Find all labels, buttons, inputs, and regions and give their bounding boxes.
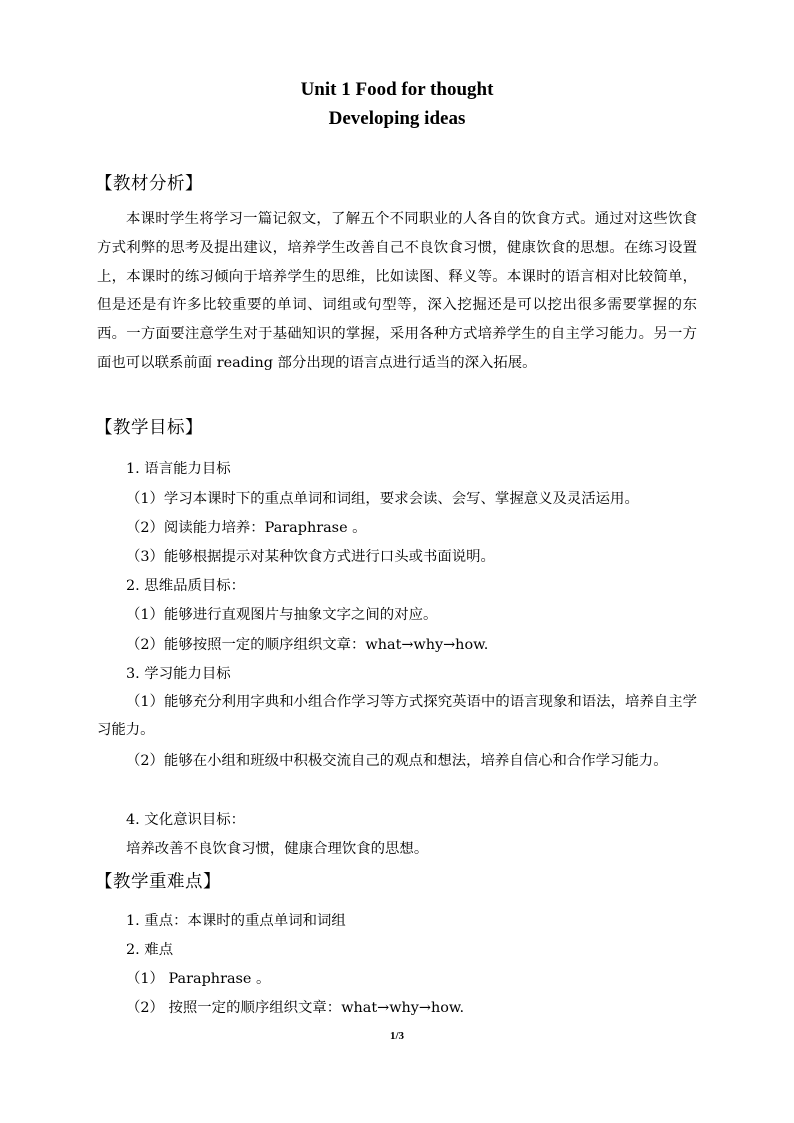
key-point-item: 2. 难点	[126, 942, 174, 958]
key-point-item: 1. 重点：本课时的重点单词和词组	[126, 913, 346, 929]
objective-item: （2）能够按照一定的顺序组织文章：what→why→how.	[126, 637, 489, 653]
objective-item: （3）能够根据提示对某种饮食方式进行口头或书面说明。	[126, 549, 495, 565]
objective-item: （1）能够充分利用字典和小组合作学习等方式探究英语中的语言现象和语法，培养自主学习能力。	[97, 694, 697, 738]
page-number: 1/3	[389, 1030, 405, 1042]
section-heading-teaching-objectives: 【教学目标】	[95, 418, 203, 438]
objective-item: （2）阅读能力培养：Paraphrase 。	[126, 520, 367, 536]
key-point-item: （2） 按照一定的顺序组织文章：what→why→how.	[126, 1000, 465, 1016]
section-heading-key-difficult-points: 【教学重难点】	[95, 872, 221, 892]
textbook-analysis-paragraph: 本课时学生将学习一篇记叙文，了解五个不同职业的人各自的饮食方式。通过对这些饮食方式利弊的思考及提出建议，培养学生改善自己不良饮食习惯，健康饮食的思想。在练习设置上，本课时的练习倾向于培养学生的思维，比如读图、释义等。本课时的语言相对比较简单，但是还是有许多比较重要的单词、词组或句型等，深入挖掘还是可以挖出很多需要掌握的东西。一方面要注意学生对于基础知识的掌握，采用各种方式培养学生的自主学习能力。另一方面也可以联系前面 reading 部分出现的语言点进行适当的深入拓展。	[97, 211, 697, 371]
objective-item: （2）能够在小组和班级中积极交流自己的观点和想法，培养自信心和合作学习能力。	[126, 753, 668, 769]
section-heading-textbook-analysis: 【教材分析】	[95, 174, 203, 194]
objective-item: 3. 学习能力目标	[126, 666, 231, 682]
key-point-item: （1） Paraphrase 。	[126, 971, 271, 987]
document-title: Unit 1 Food for thought	[300, 79, 494, 100]
objective-item: 1. 语言能力目标	[126, 461, 231, 477]
document-subtitle: Developing ideas	[328, 108, 466, 129]
objective-item: 2. 思维品质目标：	[126, 578, 246, 594]
objective-item: （1）能够进行直观图片与抽象文字之间的对应。	[126, 607, 438, 623]
objective-item: 4. 文化意识目标：	[126, 812, 246, 828]
objective-item: 培养改善不良饮食习惯，健康合理饮食的思想。	[126, 841, 429, 857]
objective-item: （1）学习本课时下的重点单词和词组，要求会读、会写、掌握意义及灵活运用。	[126, 491, 639, 507]
